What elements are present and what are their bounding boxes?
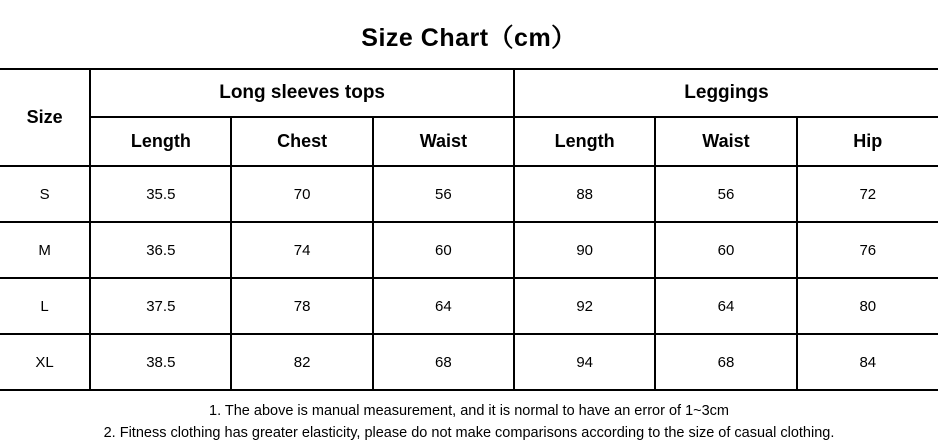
cell-tops-waist: 60 bbox=[373, 222, 514, 278]
header-leggings-length: Length bbox=[514, 117, 655, 166]
cell-leggings-waist: 64 bbox=[655, 278, 796, 334]
cell-leggings-length: 88 bbox=[514, 166, 655, 222]
size-chart-table bbox=[0, 68, 938, 391]
cell-tops-chest: 82 bbox=[231, 334, 372, 390]
header-group-leggings: Leggings bbox=[514, 69, 938, 117]
table-row bbox=[0, 222, 938, 278]
table-row bbox=[0, 334, 938, 390]
cell-leggings-waist: 60 bbox=[655, 222, 796, 278]
cell-tops-length: 36.5 bbox=[90, 222, 231, 278]
cell-tops-length: 35.5 bbox=[90, 166, 231, 222]
cell-leggings-waist: 68 bbox=[655, 334, 796, 390]
cell-leggings-hip: 80 bbox=[797, 278, 938, 334]
cell-size: S bbox=[0, 166, 90, 222]
table-group-header-row bbox=[0, 69, 938, 117]
header-group-tops: Long sleeves tops bbox=[90, 69, 514, 117]
cell-tops-chest: 78 bbox=[231, 278, 372, 334]
cell-size: M bbox=[0, 222, 90, 278]
cell-size: L bbox=[0, 278, 90, 334]
cell-tops-waist: 68 bbox=[373, 334, 514, 390]
page-title: Size Chart（cm） bbox=[361, 24, 577, 52]
cell-leggings-length: 94 bbox=[514, 334, 655, 390]
cell-tops-waist: 64 bbox=[373, 278, 514, 334]
cell-tops-length: 38.5 bbox=[90, 334, 231, 390]
cell-leggings-waist: 56 bbox=[655, 166, 796, 222]
cell-tops-length: 37.5 bbox=[90, 278, 231, 334]
note-line-2: 2. Fitness clothing has greater elasticity, please do not make comparisons according to the size of casual clothing. bbox=[103, 425, 835, 442]
header-tops-waist: Waist bbox=[373, 117, 514, 166]
table-row bbox=[0, 166, 938, 222]
cell-tops-chest: 74 bbox=[231, 222, 372, 278]
cell-leggings-length: 90 bbox=[514, 222, 655, 278]
cell-size: XL bbox=[0, 334, 90, 390]
cell-leggings-length: 92 bbox=[514, 278, 655, 334]
header-tops-chest: Chest bbox=[231, 117, 372, 166]
header-tops-length: Length bbox=[90, 117, 231, 166]
cell-leggings-hip: 84 bbox=[797, 334, 938, 390]
table-row bbox=[0, 278, 938, 334]
cell-tops-chest: 70 bbox=[231, 166, 372, 222]
header-leggings-hip: Hip bbox=[797, 117, 938, 166]
cell-leggings-hip: 76 bbox=[797, 222, 938, 278]
header-leggings-waist: Waist bbox=[655, 117, 796, 166]
table-subheader-row bbox=[0, 117, 938, 166]
cell-leggings-hip: 72 bbox=[797, 166, 938, 222]
cell-tops-waist: 56 bbox=[373, 166, 514, 222]
header-size: Size bbox=[0, 69, 90, 166]
note-line-1: 1. The above is manual measurement, and it is normal to have an error of 1~3cm bbox=[209, 403, 729, 419]
